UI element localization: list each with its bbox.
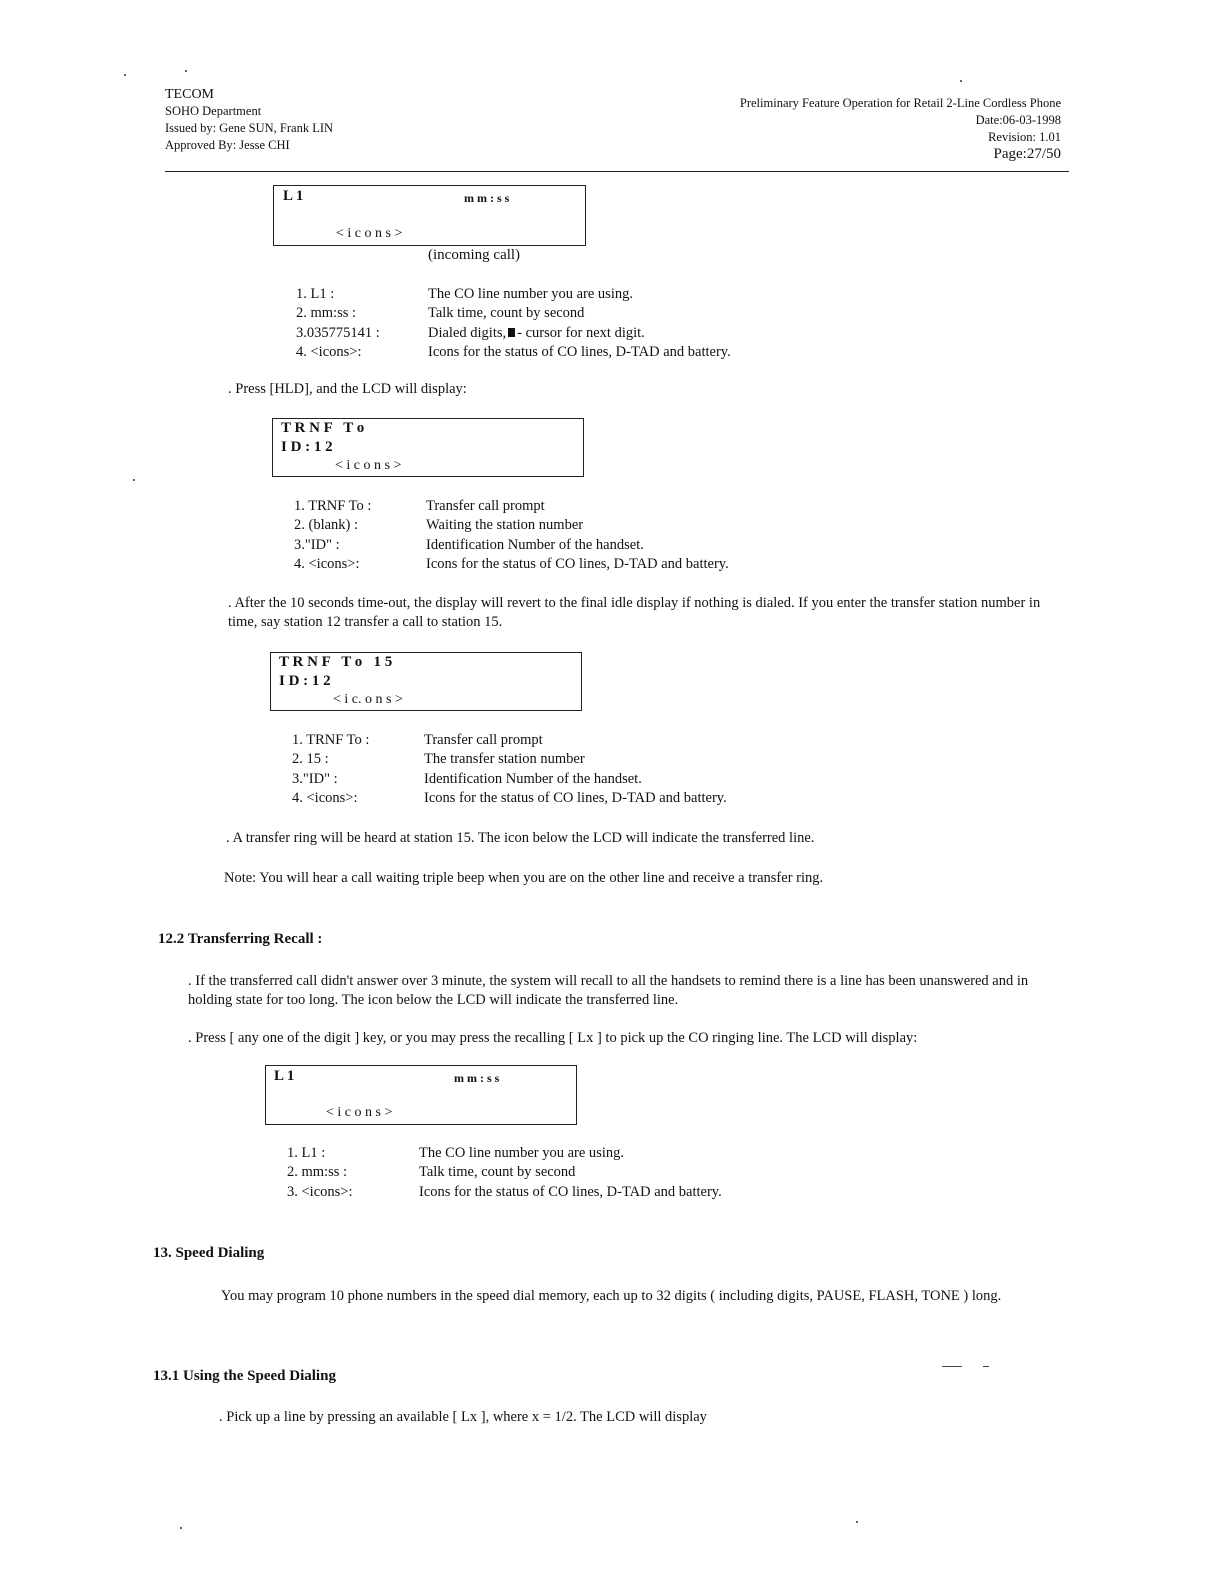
paragraph-pick-up-line: . Pick up a line by pressing an available [ Lx ], where x = 1/2. The LCD will display: [219, 1409, 707, 1425]
list-item: 2. mm:ss : Talk time, count by second: [287, 1164, 576, 1181]
list-item: 3.035775141 : Dialed digits, - cursor for next digit.: [296, 324, 645, 341]
page-number: Page:27/50: [993, 146, 1061, 162]
scan-speck: [856, 1521, 858, 1523]
list-item: 1. L1 : The CO line number you are using.: [296, 286, 633, 302]
scan-speck: [185, 70, 187, 72]
header-right: [740, 95, 1061, 163]
definition-list-3: [292, 731, 812, 808]
document-revision: Revision: 1.01: [988, 130, 1061, 144]
list-item: 3."ID" : Identification Number of the handset.: [294, 536, 644, 553]
cursor-block-icon: [508, 328, 515, 337]
paragraph-recall-2: . Press [ any one of the digit ] key, or you may press the recalling [ Lx ] to pick up the CO ringing line. The LCD will display:: [188, 1030, 918, 1046]
paragraph-note: Note: You will hear a call waiting triple beep when you are on the other line and receive a transfer ring.: [224, 870, 824, 886]
lcd-talk-time: m m : s s: [454, 1071, 500, 1085]
list-item: 3. <icons>: Icons for the status of CO lines, D-TAD and battery.: [287, 1183, 722, 1200]
list-item: 1. TRNF To : Transfer call prompt: [294, 498, 545, 514]
lcd-icons-row: < i c. o n s >: [333, 692, 403, 707]
paragraph-recall-1: . If the transferred call didn't answer over 3 minute, the system will recall to all the handsets to remind there is a line has been unanswered and in holding state for too long. The icon below the LCD will indicate the transferred line.: [188, 973, 1029, 1008]
lcd-caption: (incoming call): [428, 247, 521, 263]
scan-speck: [133, 479, 135, 481]
document-title: Preliminary Feature Operation for Retail 2-Line Cordless Phone: [739, 96, 1061, 110]
definition-list-4: [287, 1144, 807, 1202]
issued-by: Issued by: Gene SUN, Frank LIN: [165, 121, 334, 135]
department: SOHO Department: [165, 104, 262, 118]
paragraph-transfer-ring: . A transfer ring will be heard at station 15. The icon below the LCD will indicate the transferred line.: [226, 830, 815, 846]
scan-speck: [960, 80, 962, 82]
lcd-row-1: T R N F T o: [281, 420, 365, 436]
lcd-icons-row: < i c o n s >: [326, 1105, 393, 1120]
section-heading-12-2: 12.2 Transferring Recall :: [158, 931, 323, 947]
lcd-row-2: I D : 1 2: [281, 439, 333, 455]
lcd-display-incoming: [273, 185, 586, 246]
lcd-talk-time: m m : s s: [464, 191, 510, 205]
lcd-icons-row: < i c o n s >: [336, 226, 403, 241]
lcd-line-indicator: L 1: [274, 1068, 295, 1084]
header-left: [165, 86, 333, 154]
definition-list-1: [296, 285, 816, 362]
paragraph-press-hld: . Press [HLD], and the LCD will display:: [228, 381, 467, 397]
lcd-display-transfer-prompt: [272, 418, 584, 477]
section-heading-13: 13. Speed Dialing: [153, 1245, 265, 1261]
company-name: TECOM: [165, 87, 214, 102]
list-item: 2. 15 : The transfer station number: [292, 751, 585, 768]
list-item: 2. mm:ss : Talk time, count by second: [296, 305, 585, 322]
list-item: 3."ID" : Identification Number of the handset.: [292, 770, 642, 787]
definition-list-2: [294, 497, 814, 574]
approved-by: Approved By: Jesse CHI: [165, 138, 290, 152]
list-item: 1. TRNF To : Transfer call prompt: [292, 732, 543, 748]
scan-speck: [180, 1527, 182, 1529]
lcd-row-1: T R N F T o 1 5: [279, 654, 393, 670]
lcd-display-transfer-to-15: [270, 652, 582, 711]
list-item: 2. (blank) : Waiting the station number: [294, 517, 584, 534]
header-divider: [165, 171, 1069, 172]
list-item: 4. <icons>: Icons for the status of CO lines, D-TAD and battery.: [292, 789, 727, 806]
paragraph-speed-dial: You may program 10 phone numbers in the speed dial memory, each up to 32 digits ( including digits, PAUSE, FLASH, TONE ) long.: [221, 1288, 1002, 1304]
scan-mark: [983, 1366, 989, 1367]
lcd-row-2: I D : 1 2: [279, 673, 331, 689]
scan-mark: [942, 1366, 962, 1367]
paragraph-timeout: . After the 10 seconds time-out, the display will revert to the final idle display if nothing is dialed. If you enter the transfer station number in time, say station 12 transfer a call to station 15.: [228, 595, 1041, 630]
lcd-line-indicator: L 1: [283, 188, 304, 204]
lcd-icons-row: < i c o n s >: [335, 458, 402, 473]
document-date: Date:06-03-1998: [975, 113, 1061, 127]
lcd-display-recall: [265, 1065, 577, 1125]
list-item: 4. <icons>: Icons for the status of CO lines, D-TAD and battery.: [296, 343, 731, 360]
scan-speck: [124, 74, 126, 76]
section-heading-13-1: 13.1 Using the Speed Dialing: [153, 1368, 336, 1384]
list-item: 4. <icons>: Icons for the status of CO lines, D-TAD and battery.: [294, 555, 729, 572]
list-item: 1. L1 : The CO line number you are using.: [287, 1145, 624, 1161]
